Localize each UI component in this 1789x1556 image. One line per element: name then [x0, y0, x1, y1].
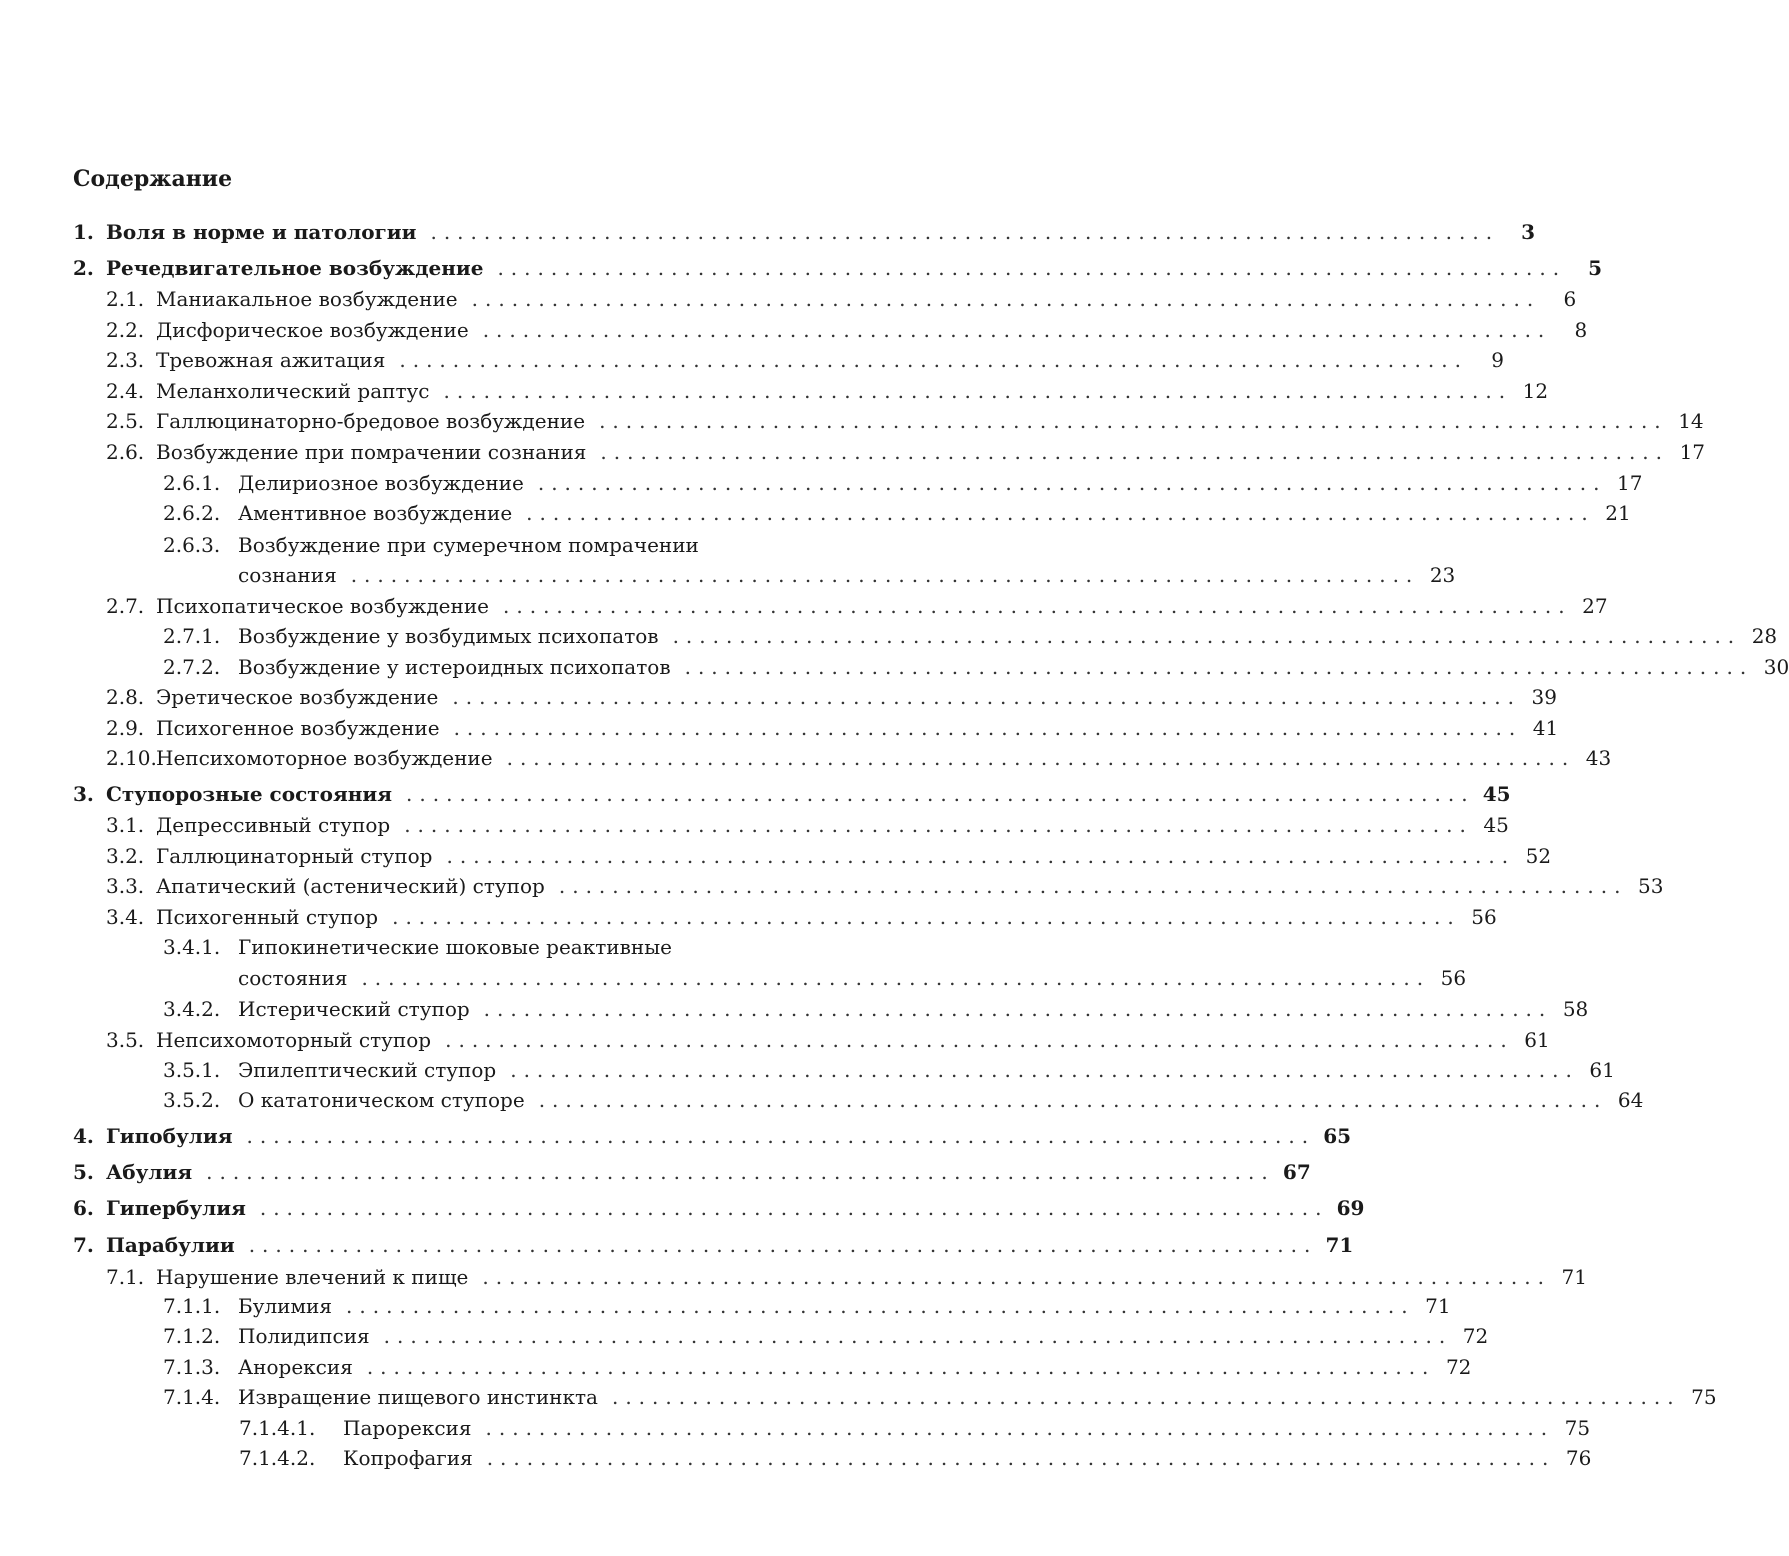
dot-leader: ................................................................................ — [346, 1294, 1415, 1318]
toc-entry-title: Аментивное возбуждение — [238, 501, 513, 525]
toc-entry-number: 2.7.2. — [163, 655, 221, 679]
toc-entry-page: 23 — [1429, 563, 1456, 587]
toc-entry-page: 45 — [1482, 782, 1511, 806]
toc-entry-title: Апатический (астенический) ступор — [156, 874, 545, 898]
toc-entry — [73, 468, 1643, 498]
toc-entry-page: 39 — [1531, 685, 1557, 709]
toc-entry — [73, 713, 1559, 743]
toc-entry — [73, 621, 1778, 651]
toc-entry — [73, 779, 1511, 809]
toc-entry — [73, 1025, 1550, 1055]
dot-leader: ................................................................................ — [206, 1160, 1275, 1184]
dot-leader: ................................................................................ — [350, 563, 1420, 587]
toc-entry — [73, 345, 1504, 375]
toc-entry-page: 71 — [1325, 1233, 1354, 1257]
toc-entry-page: 71 — [1561, 1265, 1587, 1289]
toc-entry-page: 72 — [1445, 1355, 1472, 1379]
toc-entry-page: 17 — [1616, 471, 1643, 495]
toc-entry-page: 17 — [1679, 440, 1706, 464]
toc-entry — [73, 376, 1549, 406]
toc-entry-title: Копрофагия — [343, 1446, 473, 1470]
toc-entry-title: Парабулии — [106, 1233, 235, 1257]
toc-entry-title: О кататоническом ступоре — [238, 1088, 525, 1112]
toc-entry-number: 2.2. — [106, 318, 145, 342]
toc-entry-page: 5 — [1588, 256, 1603, 280]
toc-entry — [73, 1121, 1352, 1151]
toc-entry-title: Возбуждение у истероидных психопатов — [238, 655, 671, 679]
dot-leader: ................................................................................ — [361, 966, 1431, 990]
toc-entry-number: 2.9. — [106, 716, 145, 740]
dot-leader: ................................................................................ — [246, 1124, 1316, 1148]
dot-leader: ................................................................................ — [430, 220, 1500, 244]
toc-entry — [73, 652, 1789, 682]
toc-entry-number: 3.1. — [106, 813, 145, 837]
dot-leader: ................................................................................ — [600, 440, 1670, 464]
toc-entry-number: 2.3. — [106, 348, 145, 372]
toc-entry-title: Воля в норме и патологии — [106, 220, 417, 244]
toc-entry-number: 7.1.4.1. — [239, 1416, 316, 1440]
dot-leader: ................................................................................ — [406, 782, 1475, 806]
toc-entry-page: 56 — [1440, 966, 1467, 990]
toc-entry — [73, 1055, 1615, 1085]
dot-leader: ................................................................................ — [599, 409, 1668, 433]
toc-entry — [73, 1157, 1311, 1187]
toc-entry-number: 3.5.1. — [163, 1058, 221, 1082]
toc-entry — [73, 1321, 1489, 1351]
toc-entry-number: 4. — [73, 1124, 94, 1148]
toc-entry — [73, 591, 1608, 621]
toc-entry-page: 28 — [1751, 624, 1778, 648]
toc-entry-number: 2.6.1. — [163, 471, 221, 495]
dot-leader: ................................................................................ — [248, 1233, 1318, 1257]
dot-leader: ................................................................................ — [471, 287, 1541, 311]
dot-leader: ................................................................................ — [672, 624, 1742, 648]
toc-entry-title: Возбуждение при помрачении сознания — [156, 440, 587, 464]
toc-entry-page: 61 — [1589, 1058, 1615, 1082]
dot-leader: ................................................................................ — [486, 1446, 1556, 1470]
toc-entry-number: 1. — [73, 220, 94, 244]
toc-heading: Содержание — [73, 166, 233, 192]
toc-entry-title: Полидипсия — [238, 1324, 370, 1348]
toc-entry-number: 3.5. — [106, 1028, 145, 1052]
toc-entry-number: 7. — [73, 1233, 94, 1257]
toc-entry-title: Психогенный ступор — [156, 905, 379, 929]
toc-entry — [73, 1193, 1365, 1223]
dot-leader: ................................................................................ — [452, 685, 1521, 709]
toc-entry-title: Булимия — [238, 1294, 333, 1318]
toc-entry-number: 3. — [73, 782, 94, 806]
toc-entry-page: 43 — [1585, 746, 1612, 770]
toc-entry-title: Непсихомоторное возбуждение — [156, 746, 493, 770]
toc-entry-page: 6 — [1563, 287, 1577, 311]
toc-entry-page: 9 — [1491, 348, 1504, 372]
toc-entry-page: 69 — [1336, 1196, 1365, 1220]
toc-entry-title: Извращение пищевого инстинкта — [238, 1385, 598, 1409]
toc-entry-number: 2.8. — [106, 685, 145, 709]
toc-entry-number: 7.1.4.2. — [239, 1446, 316, 1470]
toc-entry-page: 75 — [1691, 1385, 1717, 1409]
toc-entry-number: 3.2. — [106, 844, 145, 868]
toc-entry — [73, 217, 1536, 247]
toc-entry-title: Маниакальное возбуждение — [156, 287, 458, 311]
toc-entry-number: 2.6.2. — [163, 501, 221, 525]
toc-entry-page: 76 — [1565, 1446, 1592, 1470]
toc-entry-title: Истерический ступор — [238, 997, 470, 1021]
toc-entry-title: Непсихомоторный ступор — [156, 1028, 432, 1052]
toc-entry-title: Эпилептический ступор — [238, 1058, 497, 1082]
toc-entry-number: 3.5.2. — [163, 1088, 221, 1112]
toc-entry-number: 5. — [73, 1160, 94, 1184]
dot-leader: ................................................................................ — [538, 1088, 1608, 1112]
dot-leader: ................................................................................ — [611, 1385, 1681, 1409]
dot-leader: ................................................................................ — [537, 471, 1607, 495]
dot-leader: ................................................................................ — [558, 874, 1628, 898]
dot-leader: ................................................................................ — [482, 318, 1552, 342]
dot-leader: ................................................................................ — [446, 844, 1516, 868]
dot-leader: ................................................................................ — [404, 813, 1473, 837]
dot-leader: ................................................................................ — [684, 655, 1754, 679]
toc-entry-number: 2.6.3. — [163, 533, 221, 557]
toc-entry-page: 58 — [1562, 997, 1589, 1021]
toc-entry-page: 14 — [1678, 409, 1704, 433]
toc-entry-number: 2.7.1. — [163, 624, 221, 648]
toc-entry-number: 2.7. — [106, 594, 145, 618]
toc-entry-title: Речедвигательное возбуждение — [106, 256, 484, 280]
toc-entry-number: 2.1. — [106, 287, 145, 311]
toc-entry — [73, 560, 1456, 590]
toc-entry-number: 7.1.2. — [163, 1324, 221, 1348]
toc-entry — [73, 1291, 1451, 1321]
toc-entry — [73, 498, 1631, 528]
toc-entry-number: 2.5. — [106, 409, 145, 433]
toc-entry-page: 61 — [1524, 1028, 1550, 1052]
toc-entry-number: 2. — [73, 256, 94, 280]
toc-entry-page: 52 — [1525, 844, 1552, 868]
toc-entry-title: Гипобулия — [106, 1124, 233, 1148]
toc-entry — [73, 1230, 1354, 1260]
toc-entry-page: 8 — [1574, 318, 1588, 342]
toc-entry-title: Делириозное возбуждение — [238, 471, 524, 495]
dot-leader: ................................................................................ — [259, 1196, 1329, 1220]
toc-entry-title: Гипокинетические шоковые реактивные — [238, 935, 672, 959]
toc-entry-page: 3 — [1521, 220, 1536, 244]
toc-entry-number: 3.3. — [106, 874, 145, 898]
dot-leader: ................................................................................ — [453, 716, 1523, 740]
toc-entry-page: 75 — [1564, 1416, 1591, 1440]
toc-entry-title: Анорексия — [238, 1355, 353, 1379]
dot-leader: ................................................................................ — [497, 256, 1567, 280]
toc-entry-page: 67 — [1282, 1160, 1311, 1184]
toc-entry-page: 27 — [1582, 594, 1608, 618]
toc-entry — [73, 1413, 1591, 1443]
dot-leader: ................................................................................ — [510, 1058, 1579, 1082]
toc-entry-title: Депрессивный ступор — [156, 813, 391, 837]
toc-entry — [73, 871, 1664, 901]
toc-entry-page: 64 — [1617, 1088, 1644, 1112]
toc-entry-title: Абулия — [106, 1160, 193, 1184]
toc-entry — [73, 530, 889, 560]
toc-entry-page: 30 — [1763, 655, 1789, 679]
toc-entry-title: Возбуждение у возбудимых психопатов — [238, 624, 659, 648]
toc-entry — [73, 994, 1589, 1024]
toc-entry-title: Психогенное возбуждение — [156, 716, 440, 740]
toc-entry — [73, 253, 1603, 283]
toc-entry — [73, 810, 1509, 840]
toc-entry — [73, 1262, 1587, 1292]
toc-entry-title: Ступорозные состояния — [106, 782, 393, 806]
toc-entry-page: 41 — [1532, 716, 1559, 740]
toc-entry-number: 2.4. — [106, 379, 145, 403]
dot-leader: ................................................................................ — [443, 379, 1513, 403]
toc-entry — [73, 284, 1577, 314]
toc-entry — [73, 1352, 1472, 1382]
dot-leader: ................................................................................ — [366, 1355, 1436, 1379]
toc-entry-page: 71 — [1425, 1294, 1451, 1318]
toc-entry-title: Галлюцинаторный ступор — [156, 844, 433, 868]
toc-entry-number: 2.6. — [106, 440, 145, 464]
toc-entry-number: 7.1.3. — [163, 1355, 221, 1379]
toc-entry — [73, 743, 1612, 773]
toc-entry-number: 6. — [73, 1196, 94, 1220]
toc-entry-number: 3.4.2. — [163, 997, 221, 1021]
toc-entry-title: Дисфорическое возбуждение — [156, 318, 469, 342]
toc-entry-title: Парорексия — [343, 1416, 472, 1440]
dot-leader: ................................................................................ — [445, 1028, 1514, 1052]
dot-leader: ................................................................................ — [483, 997, 1553, 1021]
toc-entry — [73, 437, 1706, 467]
toc-entry — [73, 682, 1557, 712]
toc-entry-page: 56 — [1471, 905, 1497, 929]
dot-leader: ................................................................................ — [399, 348, 1468, 372]
toc-entry-number: 2.10. — [106, 746, 157, 770]
toc-entry-page: 12 — [1522, 379, 1549, 403]
toc-entry — [73, 902, 1497, 932]
toc-entry-title: Возбуждение при сумеречном помрачении — [238, 533, 699, 557]
toc-entry-number: 3.4.1. — [163, 935, 221, 959]
toc-entry-page: 65 — [1323, 1124, 1352, 1148]
toc-entry — [73, 1443, 1592, 1473]
toc-entry-title: Гипербулия — [106, 1196, 246, 1220]
dot-leader: ................................................................................ — [506, 746, 1576, 770]
toc-entry — [73, 1085, 1644, 1115]
toc-entry — [73, 963, 1467, 993]
toc-entry-title: Галлюцинаторно-бредовое возбуждение — [156, 409, 586, 433]
dot-leader: ................................................................................ — [503, 594, 1572, 618]
dot-leader: ................................................................................ — [383, 1324, 1453, 1348]
toc-entry — [73, 406, 1704, 436]
toc-entry-title: состояния — [238, 966, 348, 990]
dot-leader: ................................................................................ — [392, 905, 1461, 929]
toc-entry — [73, 1382, 1717, 1412]
dot-leader: ................................................................................ — [485, 1416, 1555, 1440]
toc-entry-title: Нарушение влечений к пище — [156, 1265, 469, 1289]
toc-entry — [73, 932, 889, 962]
toc-entry-number: 3.4. — [106, 905, 145, 929]
toc-entry-page: 72 — [1462, 1324, 1489, 1348]
toc-entry — [73, 841, 1552, 871]
toc-entry-page: 21 — [1605, 501, 1631, 525]
dot-leader: ................................................................................ — [526, 501, 1595, 525]
toc-entry-page: 53 — [1638, 874, 1664, 898]
toc-entry-title: Эретическое возбуждение — [156, 685, 439, 709]
toc-entry-title: сознания — [238, 563, 337, 587]
toc-entry — [73, 315, 1588, 345]
toc-entry-number: 7.1.4. — [163, 1385, 221, 1409]
toc-entry-title: Меланхолический раптус — [156, 379, 430, 403]
toc-entry-page: 45 — [1483, 813, 1509, 837]
toc-entry-title: Психопатическое возбуждение — [156, 594, 489, 618]
toc-entry-number: 7.1. — [106, 1265, 145, 1289]
toc-entry-number: 7.1.1. — [163, 1294, 221, 1318]
dot-leader: ................................................................................ — [482, 1265, 1551, 1289]
toc-entry-title: Тревожная ажитация — [156, 348, 386, 372]
